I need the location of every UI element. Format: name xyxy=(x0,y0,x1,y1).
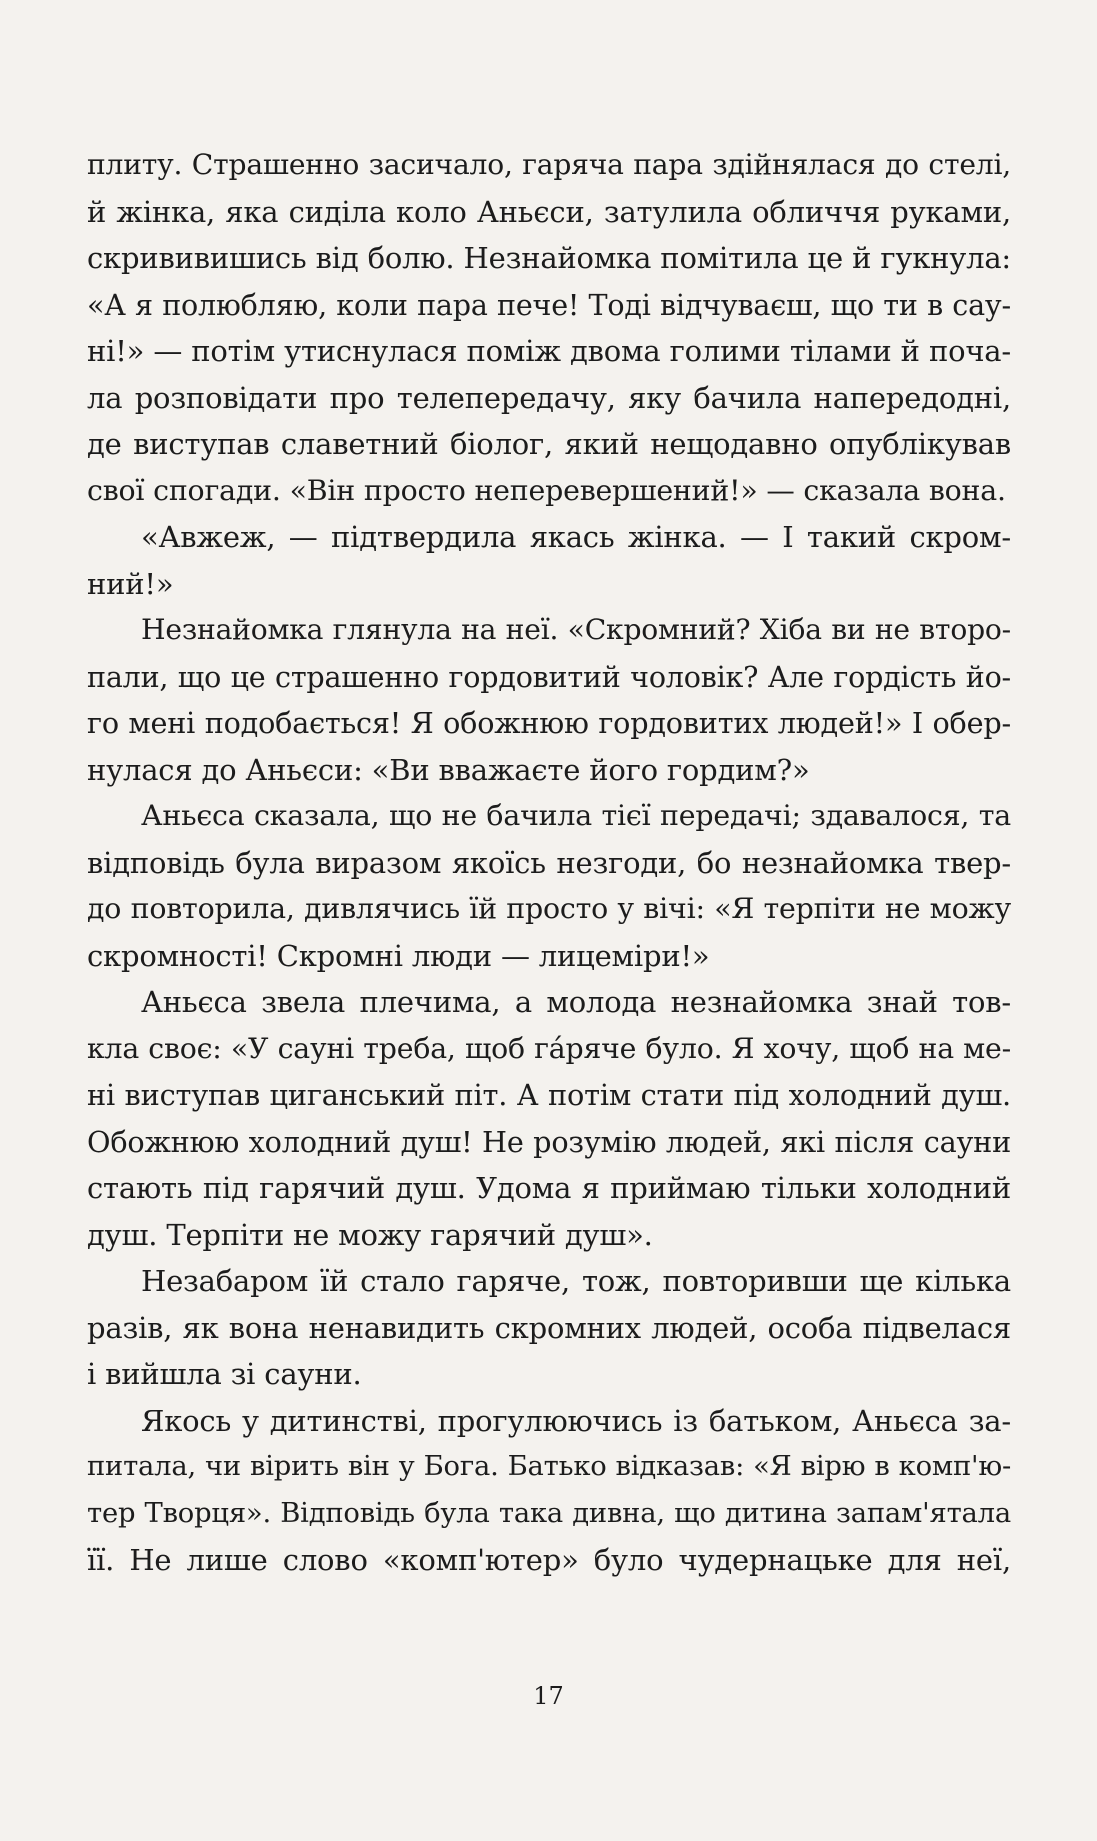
text-line: Аньєса сказала, що не бачила тієї передачі; здавалося, та xyxy=(141,799,1011,832)
text-line: стають під гарячий душ. Удома я приймаю тільки холодний xyxy=(87,1171,1011,1205)
text-line: нулася до Аньєси: «Ви вважаєте його гордим?» xyxy=(87,752,810,787)
text-line: разів, як вона ненавидить скромних людей, особа підвелася xyxy=(87,1310,1011,1345)
text-line: Незабаром їй стало гаряче, тож, повторивши ще кілька xyxy=(141,1264,1011,1298)
text-line: пали, що це страшенно гордовитий чоловік? Але гордість йо- xyxy=(87,659,1011,694)
text-line: кла своє: «У сауні треба, щоб гáряче було. Я хочу, щоб на ме- xyxy=(87,1031,1011,1065)
text-line: Незнайомка глянула на неї. «Скромний? Хіба ви не второ- xyxy=(141,613,1011,646)
text-line: Аньєса звела плечима, а молода незнайомка знай тов- xyxy=(141,985,1011,1019)
text-line: ні!» — потім утиснулася поміж двома голими тілами й поча- xyxy=(87,334,1011,368)
text-line: де виступав славетний біолог, який нещодавно опублікував xyxy=(87,427,1011,461)
text-line: Якось у дитинстві, прогулюючись із батьком, Аньєса за- xyxy=(141,1403,1011,1438)
text-line: свої спогади. «Він просто неперевершений!» — сказала вона. xyxy=(87,473,1006,507)
text-line: плиту. Страшенно засичало, гаряча пара здійнялася до стелі, xyxy=(87,148,1011,181)
text-line: Обожнюю холодний душ! Не розумію людей, які після сауни xyxy=(87,1124,1011,1159)
text-line: й жінка, яка сиділа коло Аньєси, затулила обличчя руками, xyxy=(87,194,1011,229)
text-line: скромності! Скромні люди — лицеміри!» xyxy=(87,938,710,973)
page-number: 17 xyxy=(533,1682,564,1710)
text-line: тер Творця». Відповідь була така дивна, що дитина запам'ятала xyxy=(87,1497,1011,1529)
text-line: питала, чи вірить він у Бога. Батько відказав: «Я вірю в комп'ю- xyxy=(87,1451,1011,1482)
text-line: до повторила, дивлячись їй просто у вічі: «Я терпіти не можу xyxy=(87,892,1011,925)
text-line: скрививишись від болю. Незнайомка помітила це й гукнула: xyxy=(87,241,1011,275)
text-line: відповідь була виразом якоїсь незгоди, бо незнайомка твер- xyxy=(87,845,1011,880)
text-line: «А я полюбляю, коли пара пече! Тоді відчуваєш, що ти в сау- xyxy=(87,287,1011,322)
text-line: ні виступав циганський піт. А потім стати під холодний душ. xyxy=(87,1078,1011,1112)
text-line: ний!» xyxy=(87,566,174,601)
body-text xyxy=(87,142,1011,1584)
text-line: го мені подобається! Я обожнюю гордовитих людей!» І обер- xyxy=(87,706,1011,740)
text-line: «Авжеж, — підтвердила якась жінка. — І такий скром- xyxy=(141,520,1011,554)
text-line: її. Не лише слово «комп'ютер» було чудернацьке для неї, xyxy=(87,1543,1011,1577)
text-line: ла розповідати про телепередачу, яку бачила напередодні, xyxy=(87,380,1011,415)
text-line: душ. Терпіти не можу гарячий душ». xyxy=(87,1217,653,1252)
text-line: і вийшла зі сауни. xyxy=(87,1357,362,1391)
